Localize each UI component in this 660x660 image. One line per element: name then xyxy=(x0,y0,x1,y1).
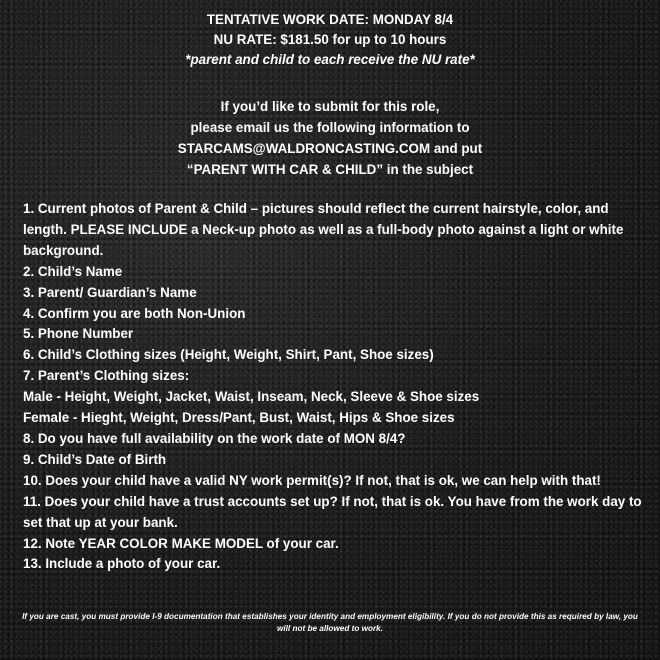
list-item: 7. Parent’s Clothing sizes: xyxy=(23,368,190,384)
submit-line-2: please email us the following information to xyxy=(190,120,470,135)
work-date-line: TENTATIVE WORK DATE: MONDAY 8/4 xyxy=(206,12,454,27)
list-item: 3. Parent/ Guardian’s Name xyxy=(23,284,197,300)
list-item: 9. Child’s Date of Birth xyxy=(23,451,167,467)
rate-line: NU RATE: $181.50 for up to 10 hours xyxy=(213,32,447,47)
list-item: 13. Include a photo of your car. xyxy=(23,556,221,572)
requirements-list xyxy=(23,199,645,575)
list-item: 1. Current photos of Parent & Child – pictures should reflect the current hairstyle, color, and length. PLEASE INCLUDE a Neck-up photo as well as a full-body photo against a light or white background. xyxy=(23,201,624,258)
list-item: Male - Height, Weight, Jacket, Waist, Inseam, Neck, Sleeve & Shoe sizes xyxy=(23,389,480,405)
list-item: 8. Do you have full availability on the work date of MON 8/4? xyxy=(23,430,406,446)
rate-header xyxy=(0,10,660,70)
list-item: 11. Does your child have a trust accounts set up? If not, that is ok. You have from the work day to set that up at your bank. xyxy=(23,493,642,530)
list-item: 5. Phone Number xyxy=(23,326,134,342)
list-item: 6. Child’s Clothing sizes (Height, Weight, Shirt, Pant, Shoe sizes) xyxy=(23,347,434,363)
submit-line-1: If you’d like to submit for this role, xyxy=(220,99,440,114)
rate-note: *parent and child to each receive the NU rate* xyxy=(185,52,475,67)
list-item: 4. Confirm you are both Non-Union xyxy=(23,305,246,321)
legal-disclaimer: If you are cast, you must provide I-9 documentation that establishes your identity and employment eligibility. If you do not provide this as required by law, you will not be allowed to work. xyxy=(22,612,638,633)
list-item: 12. Note YEAR COLOR MAKE MODEL of your car. xyxy=(23,535,339,551)
list-item: 10. Does your child have a valid NY work permit(s)? If not, that is ok, we can help with that! xyxy=(23,472,601,488)
list-item: 2. Child’s Name xyxy=(23,263,123,279)
submit-subject: “PARENT WITH CAR & CHILD” in the subject xyxy=(186,162,474,177)
list-item: Female - Hieght, Weight, Dress/Pant, Bust, Waist, Hips & Shoe sizes xyxy=(23,410,455,426)
submit-email: STARCAMS@WALDRONCASTING.COM and put xyxy=(177,141,483,156)
submission-instructions xyxy=(0,96,660,180)
